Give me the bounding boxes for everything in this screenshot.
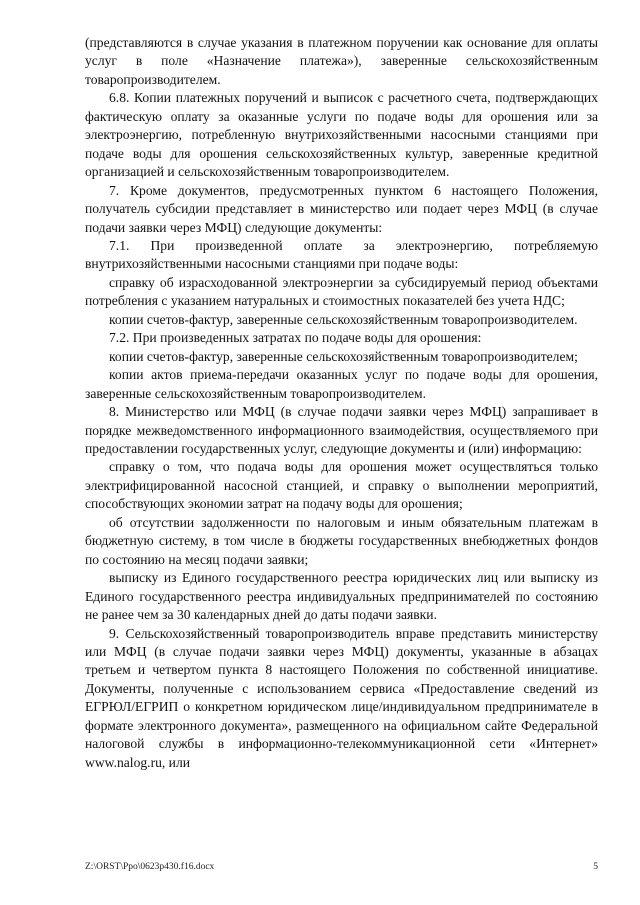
paragraph-7-1-item-1: справку об израсходованной электроэнергии за субсидируемый период объектами потребления с указанием натуральных и стоимостных показателей без учета НДС; <box>85 274 598 309</box>
paragraph-6-8: 6.8. Копии платежных поручений и выписок с расчетного счета, подтверждающих фактическую оплату за оказанные услуги по подаче воды для орошения или за электроэнергию, потребленную внутрихозяйственными насосными станциями при подаче воды для орошения сельскохозяйственных культур, заверенные кредитной организацией и сельскохозяйственным товаропроизводителем. <box>85 90 598 180</box>
paragraph-8-item-1: справку о том, что подача воды для орошения может осуществляться только электрифицированной насосной станцией, и справку о выполнении мероприятий, способствующих экономии затрат на подачу воды для орошения; <box>85 459 598 512</box>
paragraph-8-item-3: выписку из Единого государственного реестра юридических лиц или выписку из Единого государственного реестра индивидуальных предпринимателей по состоянию не ранее чем за 30 календарных дней до даты подачи заявки. <box>85 570 598 623</box>
paragraph-7-2-item-2: копии актов приема-передачи оказанных услуг по подаче воды для орошения, заверенные сельскохозяйственным товаропроизводителем. <box>85 367 598 401</box>
paragraph-7-1-item-2: копии счетов-фактур, заверенные сельскохозяйственным товаропроизводителем. <box>109 311 578 327</box>
footer-file-path: Z:\ORST\Ppo\0623p430.f16.docx <box>85 862 215 872</box>
footer-page-number: 5 <box>593 862 598 872</box>
paragraph-7-2-item-1: копии счетов-фактур, заверенные сельскохозяйственным товаропроизводителем; <box>109 348 578 364</box>
paragraph-9: 9. Сельскохозяйственный товаропроизводитель вправе представить министерству или МФЦ (в случае подачи заявки через МФЦ) документы, указанные в абзацах третьем и четвертом пункта 8 настоящего Положения по собственной инициативе. Документы, полученные с использованием сервиса «Предоставление сведений из ЕГРЮЛ/ЕГРИП о конкретном юридическом лице/индивидуальном предпринимателе в формате электронного документа», размещенного на официальном сайте Федеральной налоговой службы в информационно-телекоммуникационной сети «Интернет» www.nalog.ru, или <box>85 625 598 770</box>
paragraph-7-1: 7.1. При произведенной оплате за электроэнергию, потребляемую внутрихозяйственными насосными станциями при подаче воды: <box>85 237 598 272</box>
paragraph-continuation: (представляются в случае указания в платежном поручении как основание для оплаты услуг в поле «Назначение платежа»), заверенные сельскохозяйственным товаропроизводителем. <box>85 35 598 87</box>
paragraph-7: 7. Кроме документов, предусмотренных пунктом 6 настоящего Положения, получатель субсидии представляет в министерство или подает через МФЦ (в случае подачи заявки через МФЦ) следующие документы: <box>85 182 598 235</box>
paragraph-8-item-2: об отсутствии задолженности по налоговым и иным обязательным платежам в бюджетную систему, в том числе в бюджеты государственных внебюджетных фондов по состоянию на месяц подачи заявки; <box>85 514 598 567</box>
document-body <box>85 34 598 772</box>
paragraph-8: 8. Министерство или МФЦ (в случае подачи заявки через МФЦ) запрашивает в порядке межведомственного информационного взаимодействия, осуществляемого при предоставлении государственных услуг, следующие документы и (или) информацию: <box>85 404 598 456</box>
paragraph-7-2: 7.2. При произведенных затратах по подаче воды для орошения: <box>109 330 482 346</box>
